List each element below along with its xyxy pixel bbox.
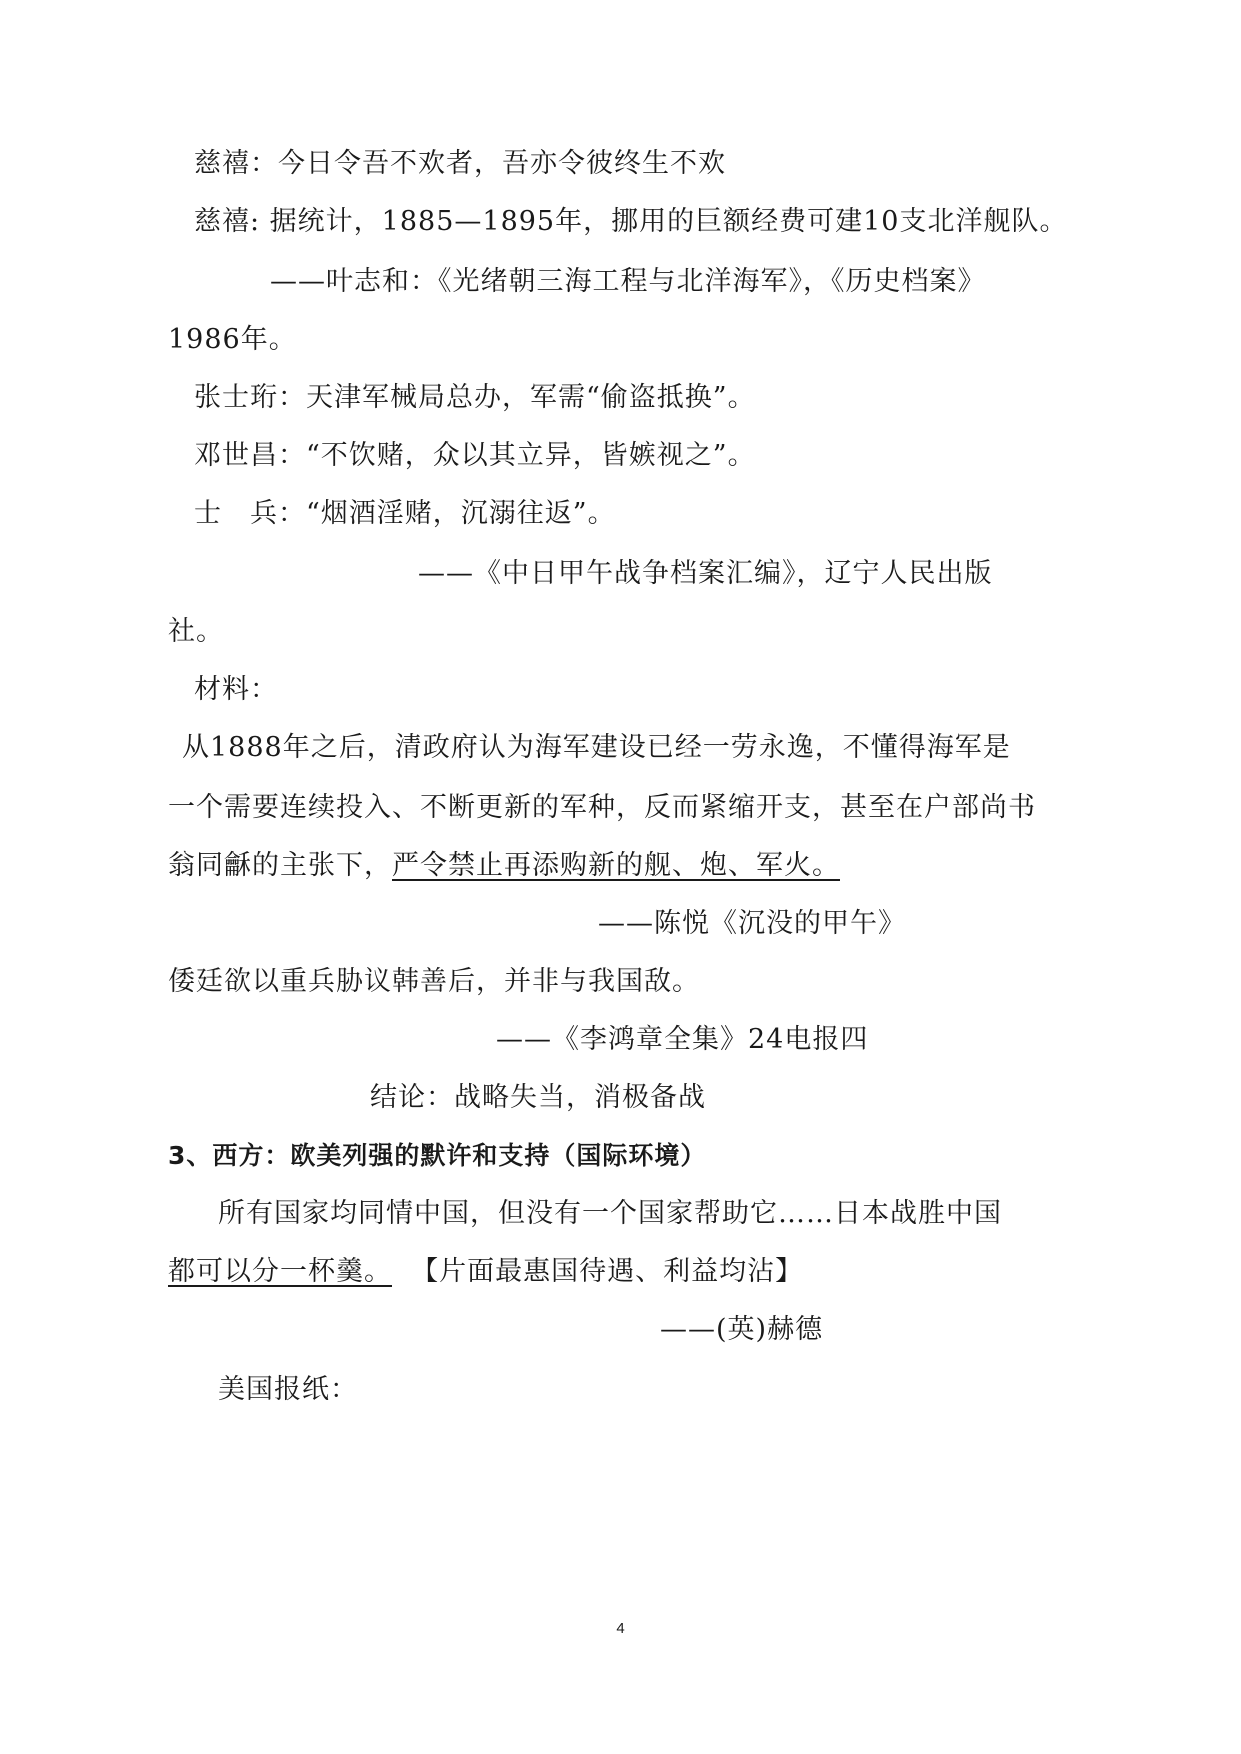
text-segment: 翁同龢的主张下， <box>168 850 392 881</box>
text-line: 慈禧：今日令吾不欢者，吾亦令彼终生不欢 <box>194 148 726 179</box>
text-line: 美国报纸： <box>218 1374 358 1405</box>
text-line: 士 兵：“烟酒淫赌，沉溺往返”。 <box>194 498 616 529</box>
citation-line: ——叶志和：《光绪朝三海工程与北洋海军》，《历史档案》 <box>270 266 986 297</box>
text-line: 材料： <box>194 674 278 705</box>
text-segment: 【片面最惠国待遇、利益均沾】 <box>411 1256 804 1287</box>
text-line <box>168 1254 803 1290</box>
text-line: 从1888年之后，清政府认为海军建设已经一劳永逸，不懂得海军是 <box>182 732 1011 763</box>
citation-line: ——《中日甲午战争档案汇编》，辽宁人民出版 <box>418 558 993 589</box>
text-line: 社。 <box>168 616 224 647</box>
text-line: 倭廷欲以重兵胁议韩善后，并非与我国敌。 <box>168 966 700 997</box>
text-line: 张士珩：天津军械局总办，军需“偷盗抵换”。 <box>194 382 756 413</box>
underlined-text: 都可以分一杯羹。 <box>168 1256 392 1287</box>
text-line: 邓世昌：“不饮赌，众以其立异，皆嫉视之”。 <box>194 440 756 471</box>
underlined-text: 严令禁止再添购新的舰、炮、军火。 <box>392 850 840 881</box>
text-line: 所有国家均同情中国，但没有一个国家帮助它……日本战胜中国 <box>218 1198 1002 1229</box>
page-number: 4 <box>616 1620 625 1637</box>
conclusion-line: 结论：战略失当，消极备战 <box>370 1082 706 1113</box>
text-line: 慈禧: 据统计，1885—1895年，挪用的巨额经费可建10支北洋舰队。 <box>194 206 1068 237</box>
citation-line: ——陈悦《沉没的甲午》 <box>598 908 906 939</box>
text-line <box>168 848 840 884</box>
citation-line: ——(英)赫德 <box>660 1314 824 1345</box>
section-heading: 3、西方：欧美列强的默许和支持（国际环境） <box>168 1141 707 1170</box>
text-line: 1986年。 <box>168 324 297 355</box>
text-line: 一个需要连续投入、不断更新的军种，反而紧缩开支，甚至在户部尚书 <box>168 792 1036 823</box>
citation-line: ——《李鸿章全集》24电报四 <box>496 1024 869 1055</box>
